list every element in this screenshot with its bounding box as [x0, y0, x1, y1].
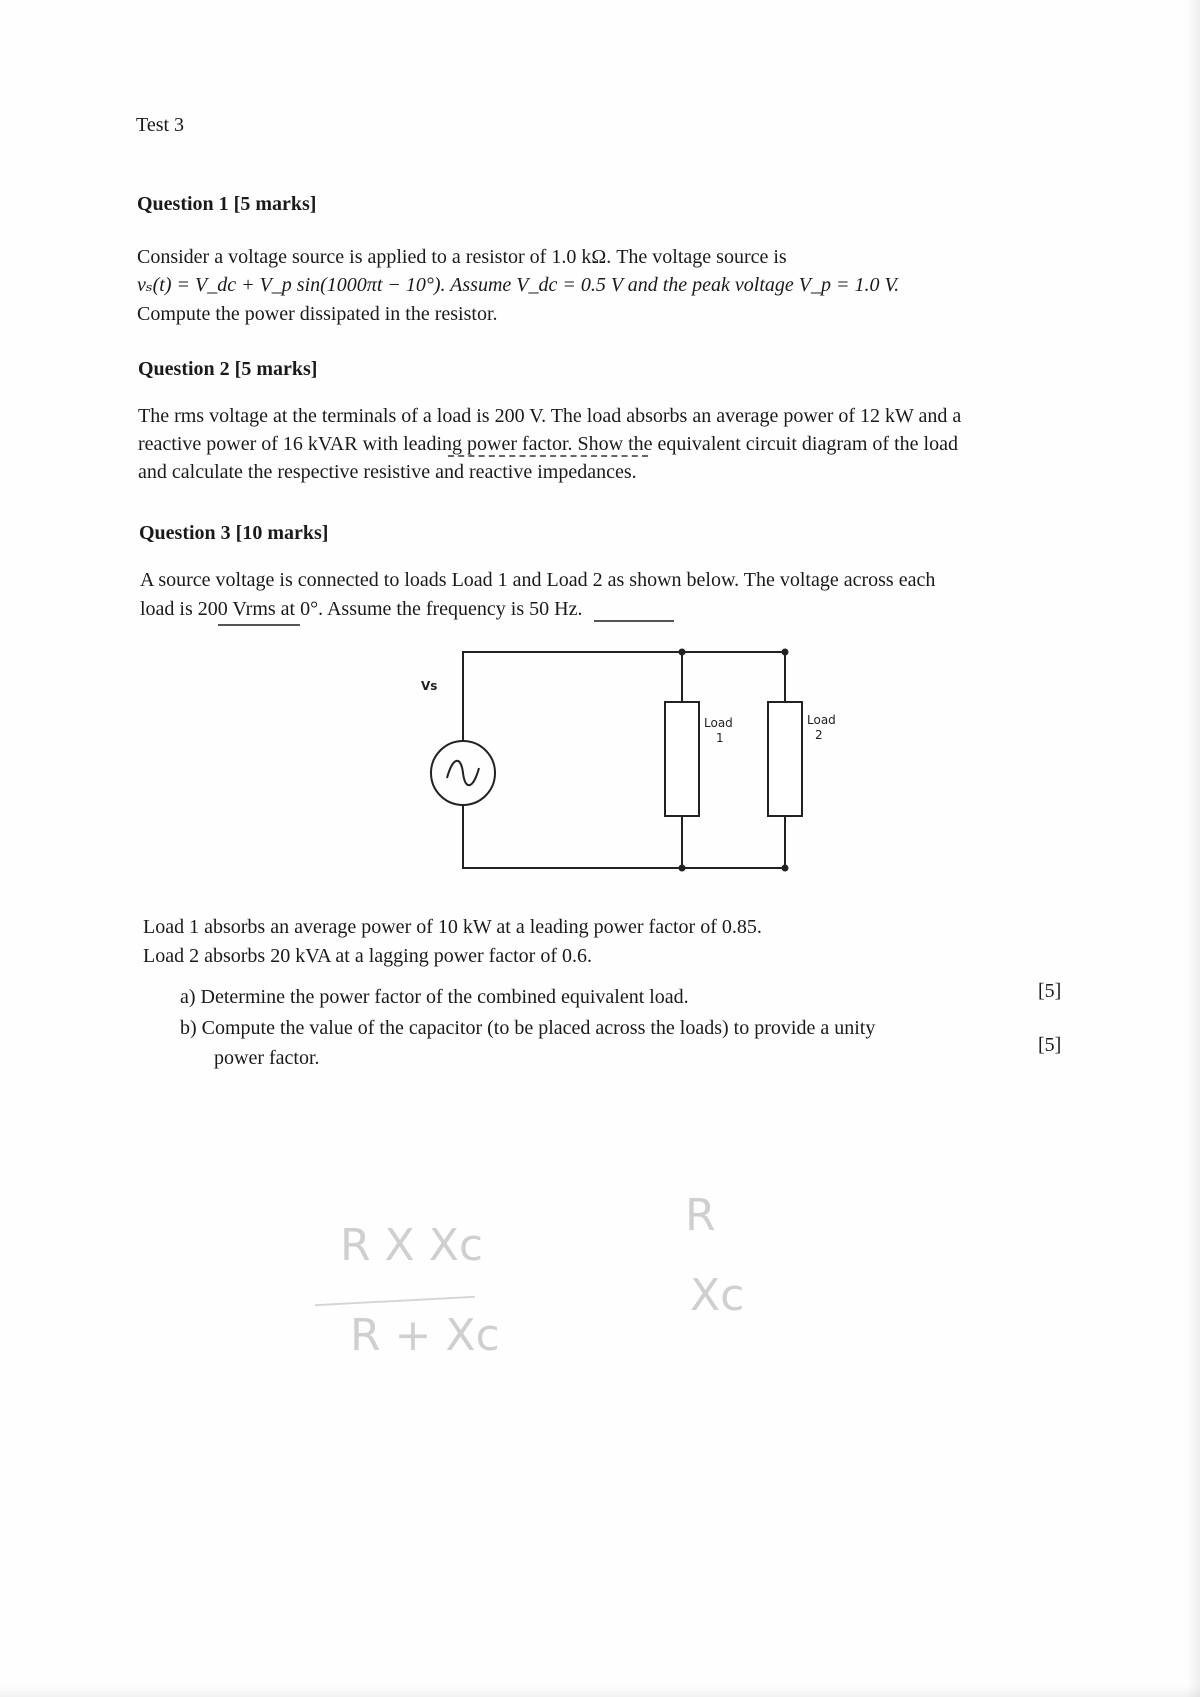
pen-underline-50hz [594, 620, 674, 622]
question-3-part-b-line-1: b) Compute the value of the capacitor (to be placed across the loads) to provide a unity [180, 1017, 876, 1039]
junction-dot [782, 865, 789, 872]
load-1-label-line-2: 1 [716, 731, 724, 745]
source-label: Vs [421, 679, 438, 693]
ac-wave-icon [447, 761, 479, 785]
pen-underline-leading-pf [448, 455, 648, 457]
question-3-text-line-1: A source voltage is connected to loads Load 1 and Load 2 as shown below. The voltage across each [140, 569, 936, 591]
question-3-part-b-line-2: power factor. [214, 1047, 320, 1069]
pen-underline-200vrms [218, 624, 300, 626]
pencil-scribble-r: R [685, 1190, 716, 1241]
pencil-scribble-denominator: R + Xc [350, 1310, 500, 1361]
load-1-box [665, 702, 699, 816]
junction-dot [679, 865, 686, 872]
question-3-heading: Question 3 [10 marks] [139, 522, 329, 544]
question-1-text-line-3: Compute the power dissipated in the resistor. [137, 303, 498, 325]
question-2-text-line-1: The rms voltage at the terminals of a load is 200 V. The load absorbs an average power of 12 kW and a [138, 405, 962, 427]
junction-dot [679, 649, 686, 656]
scan-shadow-right [1186, 0, 1200, 1697]
load-1-description: Load 1 absorbs an average power of 10 kW at a leading power factor of 0.85. [143, 916, 762, 938]
load-2-box [768, 702, 802, 816]
marks-part-a: [5] [1038, 980, 1062, 1002]
load-2-label-line-2: 2 [815, 728, 823, 742]
scan-shadow-bottom [0, 1685, 1200, 1697]
question-2-text-line-2: reactive power of 16 kVAR with leading power factor. Show the equivalent circuit diagram of the load [138, 433, 958, 455]
junction-dot [782, 649, 789, 656]
pencil-fraction-line [315, 1296, 475, 1306]
source-symbol [431, 730, 495, 816]
pencil-scribble-numerator: R X Xc [340, 1220, 484, 1271]
pencil-scribble-xc: Xc [690, 1270, 745, 1321]
question-3-part-a: a) Determine the power factor of the combined equivalent load. [180, 986, 689, 1008]
load-2-label-line-1: Load [807, 713, 836, 727]
document-title: Test 3 [136, 114, 185, 136]
question-1-text-line-1: Consider a voltage source is applied to a resistor of 1.0 kΩ. The voltage source is [137, 246, 787, 268]
question-1-text-line-2: vₛ(t) = V_dc + V_p sin(1000πt − 10°). Assume V_dc = 0.5 V and the peak voltage V_p = 1.0 V. [137, 274, 900, 296]
load-2-description: Load 2 absorbs 20 kVA at a lagging power factor of 0.6. [143, 945, 592, 967]
circuit-wires [463, 652, 785, 868]
question-1-heading: Question 1 [5 marks] [137, 193, 317, 215]
question-3-text-line-2: load is 200 Vrms at 0°. Assume the frequency is 50 Hz. [140, 598, 583, 620]
marks-part-b: [5] [1038, 1034, 1062, 1056]
load-1-label-line-1: Load [704, 716, 733, 730]
question-2-heading: Question 2 [5 marks] [138, 358, 318, 380]
circuit-diagram [405, 640, 836, 880]
question-2-text-line-3: and calculate the respective resistive and reactive impedances. [138, 461, 637, 483]
